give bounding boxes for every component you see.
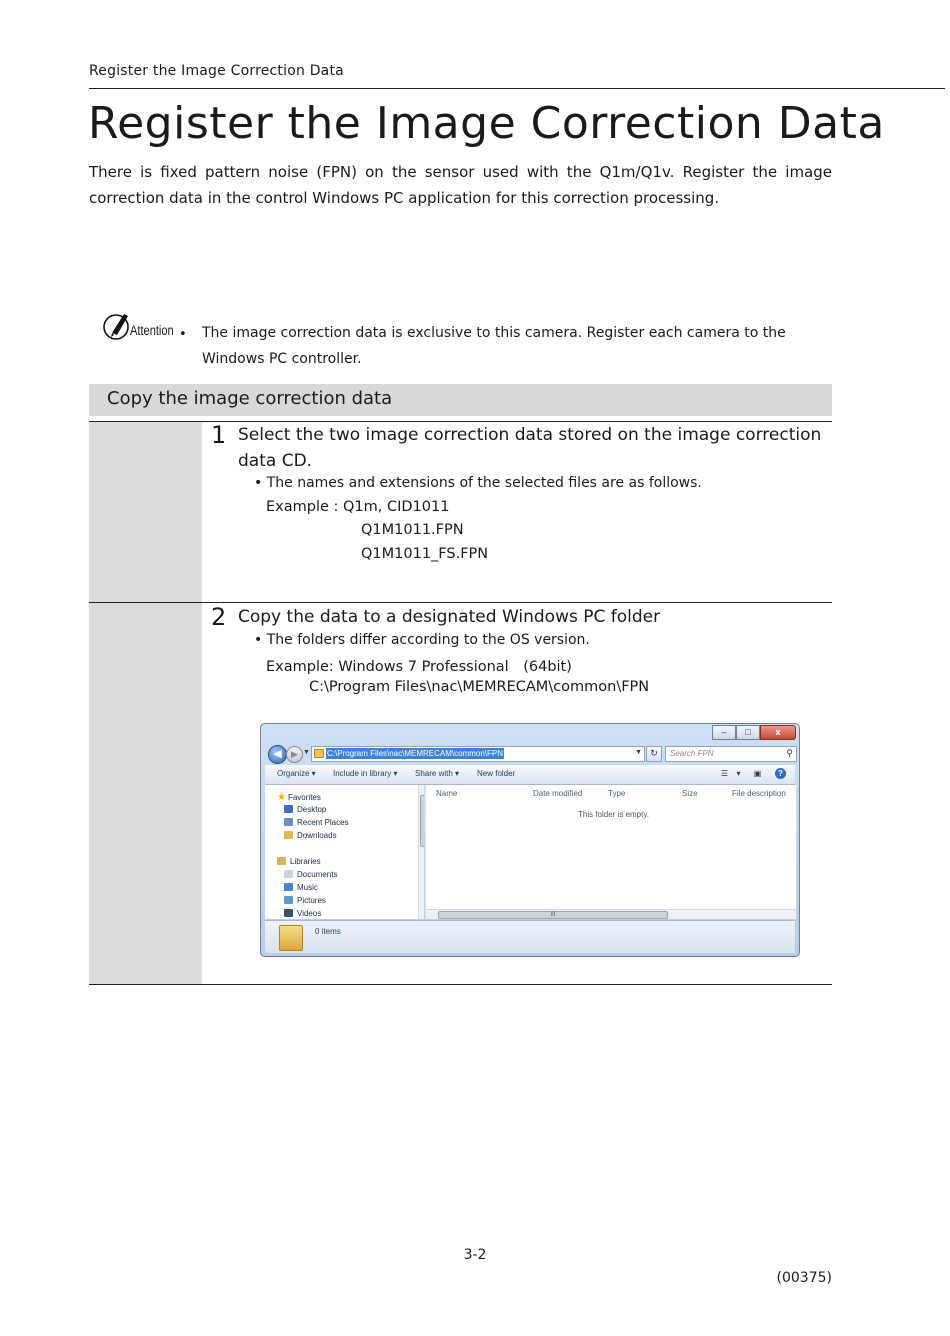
step-1-title: Select the two image correction data stored on the image correction data CD. xyxy=(238,425,822,471)
header-rule xyxy=(89,88,945,89)
folder-icon xyxy=(314,749,324,758)
items-count: 0 items xyxy=(315,927,341,936)
pictures-icon xyxy=(284,896,293,904)
document-code: (00375) xyxy=(776,1270,832,1286)
include-in-library-menu[interactable]: Include in library ▾ xyxy=(333,769,398,778)
attention-text: The image correction data is exclusive to this camera. Register each camera to the Windows PC controller. xyxy=(202,325,786,367)
videos-icon xyxy=(284,909,293,917)
search-placeholder: Search FPN xyxy=(670,749,714,758)
horizontal-scroll-thumb[interactable]: III xyxy=(438,911,668,919)
step-1-bullet-text: The names and extensions of the selected files are as follows. xyxy=(266,475,702,491)
step-1-file-1: Q1M1011.FPN xyxy=(361,522,464,538)
column-file-description[interactable]: File description xyxy=(732,789,786,798)
section-title: Copy the image correction data xyxy=(107,388,393,409)
address-dropdown-icon[interactable]: ▼ xyxy=(635,749,642,756)
column-name[interactable]: Name xyxy=(436,789,458,798)
step-2-bullet-text: The folders differ according to the OS version. xyxy=(266,632,590,648)
organize-menu[interactable]: Organize ▾ xyxy=(277,769,316,778)
desktop-icon xyxy=(284,805,293,813)
view-options-icon[interactable]: ☰ xyxy=(720,769,729,778)
star-icon: ★ xyxy=(277,792,286,803)
details-pane xyxy=(265,920,795,953)
running-header: Register the Image Correction Data xyxy=(89,63,344,79)
attention-label: Attention xyxy=(130,323,174,338)
horizontal-scrollbar[interactable] xyxy=(426,909,796,919)
column-date-modified[interactable]: Date modified xyxy=(533,789,583,798)
share-with-menu[interactable]: Share with ▾ xyxy=(415,769,460,778)
downloads-icon xyxy=(284,831,293,839)
step-2-title: Copy the data to a designated Windows PC folder xyxy=(238,607,661,627)
navigation-pane xyxy=(265,785,424,919)
address-text: C:\Program Files\nac\MEMRECAM\common\FPN xyxy=(327,749,504,758)
nav-pictures[interactable]: Pictures xyxy=(284,896,326,905)
close-button[interactable]: x xyxy=(760,725,796,740)
new-folder-button[interactable]: New folder xyxy=(477,769,516,778)
nav-documents[interactable]: Documents xyxy=(284,870,337,879)
music-icon xyxy=(284,883,293,891)
address-bar[interactable] xyxy=(311,746,645,762)
step-2-number: 2 xyxy=(211,603,227,631)
view-dropdown-icon[interactable]: ▾ xyxy=(736,769,741,778)
nav-favorites[interactable]: ★ Favorites xyxy=(277,792,321,803)
minimize-button[interactable]: – xyxy=(712,725,736,740)
recent-pages-dropdown-icon[interactable]: ▼ xyxy=(303,749,310,756)
column-size[interactable]: Size xyxy=(682,789,698,798)
command-bar xyxy=(265,765,795,785)
step-2-path: C:\Program Files\nac\MEMRECAM\common\FPN xyxy=(309,679,650,695)
search-icon: ⚲ xyxy=(786,748,793,758)
step-1-file-2: Q1M1011_FS.FPN xyxy=(361,546,489,562)
help-icon[interactable]: ? xyxy=(775,768,786,779)
intro-paragraph: There is fixed pattern noise (FPN) on the sensor used with the Q1m/Q1v. Register the image correction data in the control Windows PC application for this correction processing. xyxy=(89,163,832,207)
window-controls xyxy=(712,725,796,740)
forward-arrow-icon[interactable]: ▶ xyxy=(286,746,303,763)
step-2-bullet: • The folders differ according to the OS version. xyxy=(254,632,590,648)
nav-downloads[interactable]: Downloads xyxy=(284,831,337,840)
back-arrow-icon[interactable]: ◀ xyxy=(268,745,287,764)
libraries-icon xyxy=(277,857,286,865)
folder-icon xyxy=(279,925,303,951)
nav-videos[interactable]: Videos xyxy=(284,909,321,918)
step-1-number: 1 xyxy=(211,421,227,449)
explorer-window-screenshot xyxy=(260,723,800,957)
page-number: 3-2 xyxy=(463,1247,487,1263)
section-header xyxy=(89,384,832,416)
nav-libraries[interactable]: Libraries xyxy=(277,857,321,866)
maximize-button[interactable]: □ xyxy=(736,725,760,740)
recent-places-icon xyxy=(284,818,293,826)
attention-bullet: • xyxy=(179,327,187,342)
refresh-icon[interactable]: ↻ xyxy=(646,746,662,762)
step-2-gutter xyxy=(89,603,202,984)
column-type[interactable]: Type xyxy=(608,789,626,798)
nav-scrollbar[interactable] xyxy=(418,785,424,919)
nav-music[interactable]: Music xyxy=(284,883,318,892)
nav-recent-places[interactable]: Recent Places xyxy=(284,818,349,827)
nav-desktop[interactable]: Desktop xyxy=(284,805,326,814)
page-title: Register the Image Correction Data xyxy=(88,98,885,149)
documents-icon xyxy=(284,870,293,878)
search-input[interactable] xyxy=(665,746,797,762)
step-1-example: Example : Q1m, CID1011 xyxy=(266,499,450,515)
table-bottom-rule xyxy=(89,984,832,985)
empty-folder-message: This folder is empty. xyxy=(578,810,649,819)
step-2-example: Example: Windows 7 Professional (64bit) xyxy=(266,659,572,675)
step-1-bullet: • The names and extensions of the selected files are as follows. xyxy=(254,475,702,491)
file-list-pane xyxy=(425,785,796,919)
step-1-gutter xyxy=(89,422,202,603)
preview-pane-icon[interactable]: ▣ xyxy=(753,769,762,778)
nav-scroll-thumb[interactable] xyxy=(420,795,424,847)
